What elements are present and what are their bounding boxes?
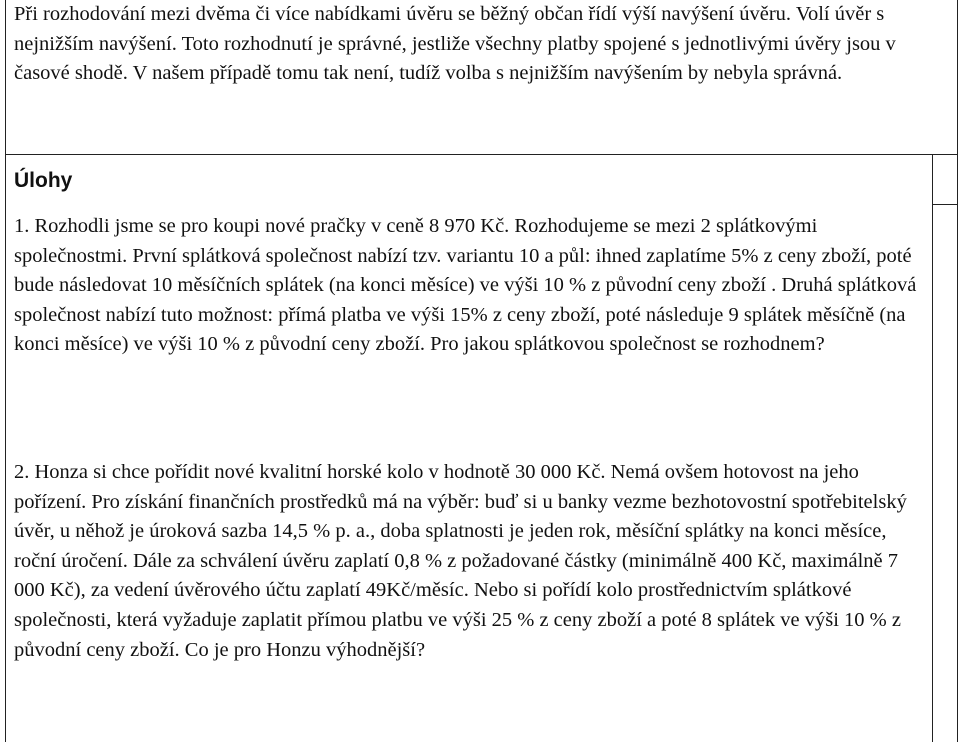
task-1: 1. Rozhodli jsme se pro koupi nové pračky v ceně 8 970 Kč. Rozhodujeme se mezi 2 splátkovými společnostmi. První splátková společnost nabízí tzv. variantu 10 a půl: ihned zaplatíme 5% z ceny zboží, poté bude následovat 10 měsíčních splátek (na konci měsíce) ve výši 10 % z původní ceny zboží . Druhá splátková společnost nabízí tuto možnost: přímá platba ve výši 15% z ceny zboží, poté následuje 9 splátek měsíčně (na konci měsíce) ve výši 10 % z původní ceny zboží. Pro jakou splátkovou společnost se rozhodnem? — [14, 215, 917, 356]
side-cell — [933, 155, 958, 205]
side-strip — [933, 205, 958, 742]
section-heading: Úlohy — [14, 169, 73, 192]
intro-paragraph: Při rozhodování mezi dvěma či více nabídkami úvěru se běžný občan řídí výší navýšení úvěru. Volí úvěr s nejnižším navýšení. Toto rozhodnutí je správné, jestliže všechny platby spojené s jednotlivými úvěry jsou v časové shodě. V našem případě tomu tak není, tudíž volba s nejnižším navýšením by nebyla správná. — [14, 3, 896, 85]
task-2: 2. Honza si chce pořídit nové kvalitní horské kolo v hodnotě 30 000 Kč. Nemá ovšem hotovost na jeho pořízení. Pro získání finančních prostředků má na výběr: buď si u banky vezme bezhotovostní spotřebitelský úvěr, u něhož je úroková sazba 14,5 % p. a., doba splatnosti je jeden rok, měsíční splátky na konci měsíce, roční úročení. Dále za schválení úvěru zaplatí 0,8 % z požadované částky (minimálně 400 Kč, maximálně 7 000 Kč), za vedení úvěrového účtu zaplatí 49Kč/měsíc. Nebo si pořídí kolo prostřednictvím splátkové společnosti, která vyžaduje zaplatit přímou platbu ve výši 25 % z ceny zboží a poté 8 splátek ve výši 10 % z původní ceny zboží. Co je pro Honzu výhodnější? — [14, 461, 907, 661]
